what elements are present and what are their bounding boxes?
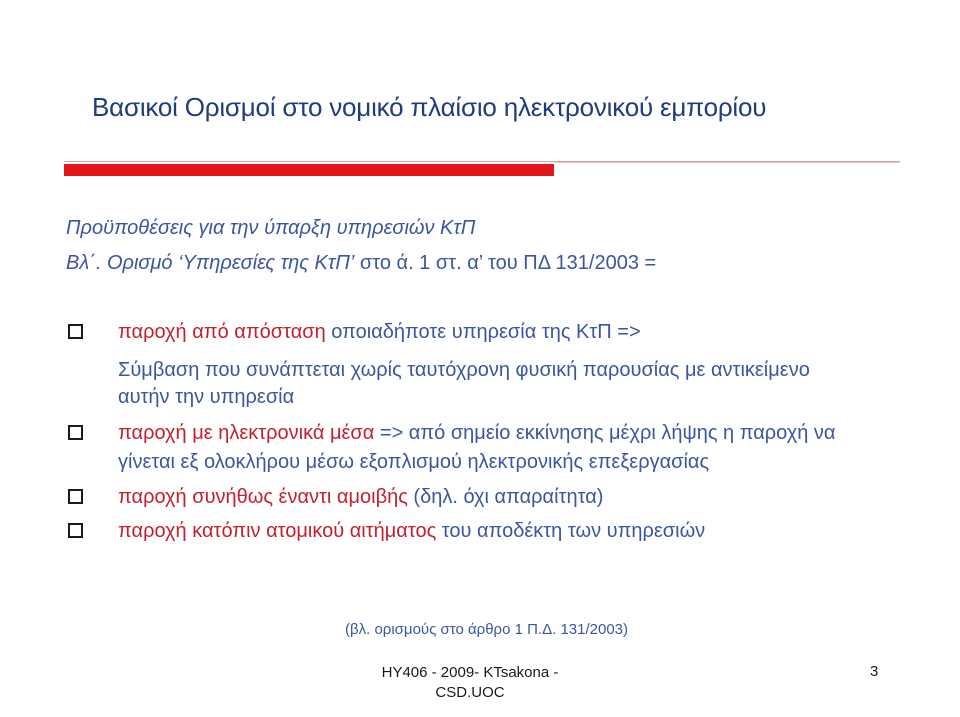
bullet-1-continuation-1: Σύμβαση που συνάπτεται χωρίς ταυτόχρονη φυσική παρουσίας με αντικείμενο — [118, 359, 810, 381]
title-red-bar — [64, 164, 554, 176]
footer — [340, 663, 600, 703]
bullet-3-rest: (δηλ. όχι απαραίτητα) — [407, 486, 604, 508]
bullet-2-key: παροχή με ηλεκτρονικά μέσα — [118, 422, 375, 444]
bullet-4 — [118, 520, 705, 543]
bullet-1-continuation-2: αυτήν την υπηρεσία — [118, 386, 295, 408]
bullet-2 — [118, 422, 836, 445]
bullet-square-icon — [68, 324, 83, 339]
bullet-3 — [118, 486, 603, 509]
bullet-1 — [118, 321, 641, 344]
subtitle-line-1 — [66, 217, 475, 240]
bullet-1-rest: οποιαδήποτε υπηρεσία της ΚτΠ => — [325, 321, 641, 343]
page-number: 3 — [870, 663, 879, 680]
footer-line-1: HY406 - 2009- KTsakona - — [381, 664, 559, 681]
subtitle-line-2 — [66, 252, 656, 275]
bullet-4-rest: του αποδέκτη των υπηρεσιών — [436, 520, 706, 542]
bullet-1-key: παροχή από απόσταση — [118, 321, 326, 343]
footer-line-2: CSD.UOC — [435, 684, 505, 701]
bullet-4-key: παροχή κατόπιν ατομικού αιτήματος — [118, 520, 437, 542]
bullet-square-icon — [68, 425, 83, 440]
subtitle-rest-part: στο ά. 1 στ. α’ του ΠΔ 131/2003 = — [354, 252, 657, 274]
subtitle-text-1: Προϋποθέσεις για την ύπαρξη υπηρεσιών ΚτΠ — [66, 217, 476, 239]
subtitle-italic-part: Βλ΄. Ορισμό ‘Υπηρεσίες της ΚτΠ’ — [66, 252, 355, 274]
bullet-3-key: παροχή συνήθως έναντι αμοιβής — [118, 486, 408, 508]
bullet-2-rest: => από σημείο εκκίνησης μέχρι λήψης η παροχή να — [374, 422, 836, 444]
bullet-square-icon — [68, 523, 83, 538]
title-underline-right — [554, 162, 900, 163]
slide-title: Βασικοί Ορισμοί στο νομικό πλαίσιο ηλεκτρονικού εμπορίου — [92, 92, 767, 122]
bullet-square-icon — [68, 489, 83, 504]
reference-note: (βλ. ορισμούς στο άρθρο 1 Π.Δ. 131/2003) — [345, 621, 629, 638]
bullet-2-continuation: γίνεται εξ ολοκλήρου μέσω εξοπλισμού ηλεκτρονικής επεξεργασίας — [118, 451, 710, 473]
